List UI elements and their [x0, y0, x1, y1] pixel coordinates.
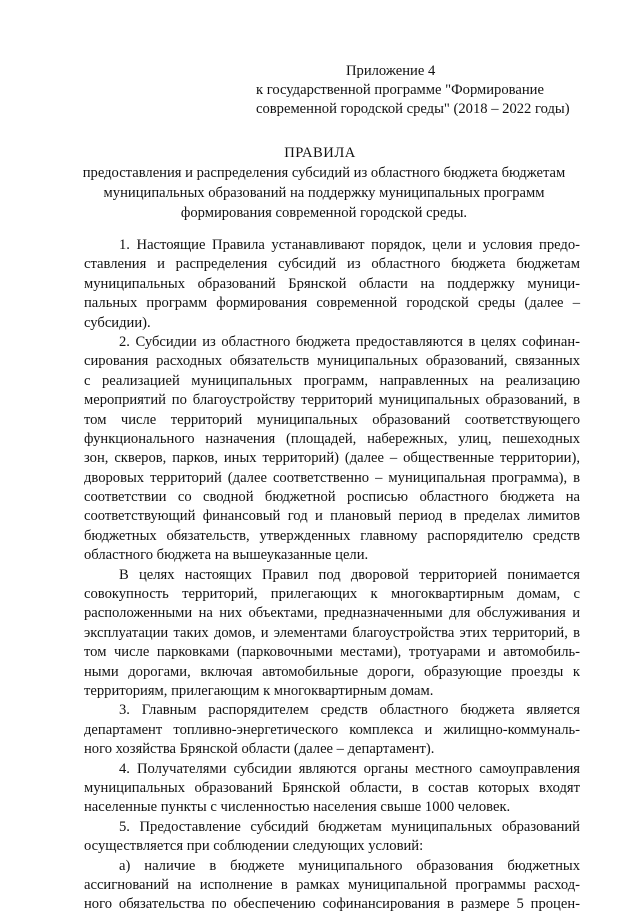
paragraph-1-line: 1. Настоящие Правила устанавливают порядок, цели и условия предо- [119, 237, 580, 253]
paragraph-1-line: субсидии). [84, 314, 151, 331]
paragraph-2-line: соответствующий финансовый год и плановый период в пределах лимитов [84, 508, 580, 525]
paragraph-definition-line: расположенными на них объектами, предназначенными для обслуживания и [84, 605, 580, 622]
document-title: ПРАВИЛА [284, 145, 356, 161]
paragraph-5-line: 5. Предоставление субсидий бюджетам муниципальных образований [119, 818, 580, 835]
subtitle-line: муниципальных образований на поддержку муниципальных программ [103, 185, 545, 201]
paragraph-2-line: том числе территорий муниципальных образований соответствующего [84, 411, 580, 428]
paragraph-4-line: муниципальных образований Брянской области, в состав которых входят [84, 779, 580, 796]
paragraph-definition-line: территориям, прилегающим к многоквартирным домам. [84, 682, 434, 699]
paragraph-definition-line: эксплуатации таких домов, и элементами благоустройства этих территорий, в [84, 624, 580, 641]
paragraph-1-line: муниципальных образований Брянской области на поддержку муници- [84, 275, 580, 292]
document-body [84, 236, 580, 915]
paragraph-definition-line: совокупность территорий, прилегающих к многоквартирным домам, с [84, 586, 580, 603]
paragraph-definition-line: том числе парковками (парковочными местами), тротуарами и автомобиль- [84, 644, 580, 661]
paragraph-2-line: бюджетных обязательств, утвержденных главному распорядителю средств [84, 527, 580, 544]
paragraph-2-line: областного бюджета на вышеуказанные цели. [84, 547, 369, 564]
document-subtitle [80, 163, 568, 223]
subtitle-line: формирования современной городской среды. [180, 205, 468, 221]
paragraph-3-line: департамент топливно-энергетического комплекса и жилищно-коммуналь- [84, 721, 580, 738]
paragraph-definition-line: В целях настоящих Правил под дворовой территорией понимается [119, 566, 580, 583]
subtitle-line: предоставления и распределения субсидий из областного бюджета бюджетам [82, 165, 566, 181]
paragraph-2-line: соответствии со сводной бюджетной росписью областного бюджета на [84, 489, 580, 506]
paragraph-5a-line: ного обязательства по обеспечению софинансирования в размере 5 процен- [84, 896, 580, 913]
paragraph-1-line: пальных программ формирования современной городской среды (далее – [84, 295, 580, 312]
paragraph-2-line: мероприятий по благоустройству территорий муниципальных образований, в [84, 392, 580, 409]
appendix-header [256, 62, 596, 119]
paragraph-3-line: 3. Главным распорядителем средств областного бюджета является [119, 702, 580, 719]
paragraph-5a-line: а) наличие в бюджете муниципального образования бюджетных [119, 857, 580, 874]
paragraph-4-line: населенные пункты с численностью населения свыше 1000 человек. [84, 799, 511, 816]
paragraph-2-line: сирования расходных обязательств муниципальных образований, связанных [84, 353, 580, 370]
paragraph-2-line: 2. Субсидии из областного бюджета предоставляются в целях софинан- [119, 333, 580, 350]
paragraph-1-line: ставления и распределения субсидий из областного бюджета бюджетам [84, 256, 580, 273]
paragraph-2-line: зон, скверов, парков, иных территорий) (далее – общественные территории), [84, 450, 580, 467]
paragraph-3-line: ного хозяйства Брянской области (далее – департамент). [84, 741, 435, 758]
paragraph-2-line: с реализацией муниципальных программ, направленных на реализацию [84, 372, 580, 389]
paragraph-definition-line: ными дорогами, включая автомобильные дороги, образующие проезды к [84, 663, 580, 680]
paragraph-2-line: дворовых территорий (далее соответственно – муниципальная программа), в [84, 469, 580, 486]
appendix-number: Приложение 4 [346, 63, 436, 79]
appendix-program-line-1: к государственной программе "Формирование [256, 82, 544, 98]
paragraph-5a-line: ассигнований на исполнение в рамках муниципальной программы расход- [84, 876, 580, 893]
paragraph-2-line: функционального назначения (площадей, набережных, улиц, пешеходных [84, 430, 580, 447]
paragraph-4-line: 4. Получателями субсидии являются органы местного самоуправления [119, 760, 580, 777]
appendix-program-line-2: современной городской среды" (2018 – 2022 годы) [256, 101, 570, 117]
paragraph-5-line: осуществляется при соблюдении следующих условий: [84, 838, 424, 855]
